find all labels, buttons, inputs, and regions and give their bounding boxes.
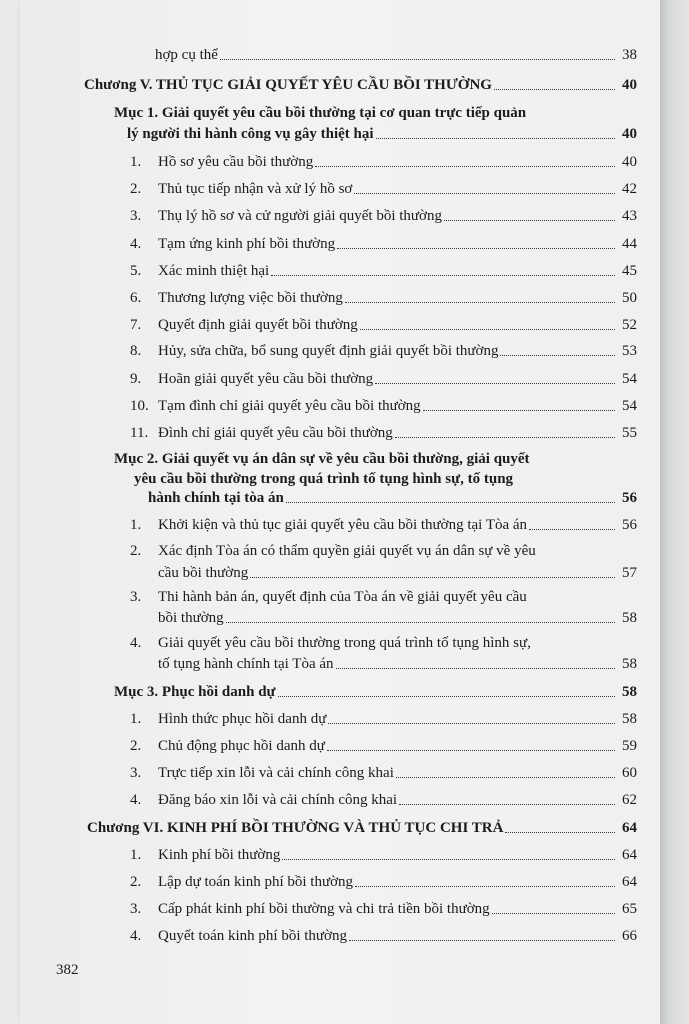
toc-entry-title: Chương VI. KINH PHÍ BỒI THƯỜNG VÀ THỦ TỤC CHI TRẢ: [87, 820, 504, 836]
dot-leader: [375, 383, 615, 384]
toc-entry-title: Kinh phí bồi thường: [158, 847, 281, 863]
toc-entry: [130, 397, 637, 415]
toc-entry-title: Quyết định giải quyết bồi thường: [158, 317, 358, 333]
toc-page-number: 54: [622, 371, 637, 387]
dot-leader: [337, 248, 615, 249]
toc-entry-title: Cấp phát kinh phí bồi thường và chi trả tiền bồi thường: [158, 901, 490, 917]
toc-entry-number: 8.: [130, 343, 142, 359]
toc-entry-number: 3.: [130, 765, 142, 781]
toc-entry: [158, 564, 637, 582]
toc-entry-title: Quyết toán kinh phí bồi thường: [158, 928, 347, 944]
toc-entry: [130, 516, 637, 534]
toc-entry: [130, 207, 637, 225]
toc-entry: [155, 46, 637, 64]
toc-entry: [130, 764, 637, 782]
toc-entry-title: Hoãn giải quyết yêu cầu bồi thường: [158, 371, 374, 387]
toc-page-number: 52: [622, 317, 637, 333]
toc-entry-title: Đăng báo xin lỗi và cải chính công khai: [158, 792, 398, 808]
toc-entry: [130, 153, 637, 171]
dot-leader: [345, 302, 615, 303]
toc-page-number: 54: [622, 398, 637, 414]
toc-entry-title: hợp cụ thể: [155, 47, 218, 63]
toc-entry-title: cầu bồi thường: [158, 565, 249, 581]
toc-entry-title: Giải quyết yêu cầu bồi thường trong quá trình tố tụng hình sự,: [158, 635, 531, 651]
toc-entry: [158, 655, 637, 673]
dot-leader: [328, 723, 615, 724]
dot-leader: [505, 832, 615, 833]
dot-leader: [494, 89, 615, 90]
toc-entry-title: Tạm đình chỉ giải quyết yêu cầu bồi thường: [158, 398, 421, 414]
dot-leader: [226, 622, 615, 623]
toc-entry-number: 3.: [130, 208, 142, 224]
toc-entry-number: 1.: [130, 154, 142, 170]
toc-page-number: 56: [622, 490, 637, 506]
toc-entry: [158, 609, 637, 627]
toc-entry-title: bồi thường: [158, 610, 224, 626]
toc-entry: [130, 900, 637, 918]
toc-entry-title: Hình thức phục hồi danh dự: [158, 711, 327, 727]
toc-entry-title: Trực tiếp xin lỗi và cải chính công khai: [158, 765, 394, 781]
toc-page-number: 57: [622, 565, 637, 581]
toc-page-number: 50: [622, 290, 637, 306]
dot-leader: [360, 329, 615, 330]
toc-entry-number: 11.: [130, 425, 149, 441]
toc-entry: [130, 316, 637, 334]
toc-entry-number: 4.: [130, 792, 142, 808]
toc-entry-title: Thụ lý hồ sơ và cử người giải quyết bồi thường: [158, 208, 442, 224]
toc-entry-title: Hồ sơ yêu cầu bồi thường: [158, 154, 314, 170]
dot-leader: [395, 437, 615, 438]
toc-entry-number: 4.: [130, 928, 142, 944]
dot-leader: [315, 166, 615, 167]
toc-page-number: 38: [622, 47, 637, 63]
toc-entry-number: 7.: [130, 317, 142, 333]
page-folio-number: 382: [56, 962, 79, 978]
toc-page-number: 43: [622, 208, 637, 224]
dot-leader: [271, 275, 615, 276]
toc-entry-title: Mục 3. Phục hồi danh dự: [114, 684, 276, 700]
toc-chapter-entry: [87, 819, 637, 837]
dot-leader: [423, 410, 615, 411]
toc-entry: [130, 927, 637, 945]
toc-entry-number: 9.: [130, 371, 142, 387]
toc-page-number: 55: [622, 425, 637, 441]
dot-leader: [376, 138, 615, 139]
toc-section-title-line: Mục 1. Giải quyết yêu cầu bồi thường tại cơ quan trực tiếp quản: [114, 105, 527, 121]
toc-section-title-line: Mục 2. Giải quyết vụ án dân sự về yêu cầu bồi thường, giải quyết: [114, 451, 530, 467]
toc-entry-title: Chương V. THỦ TỤC GIẢI QUYẾT YÊU CẦU BỒI THƯỜNG: [84, 77, 492, 93]
dot-leader: [286, 502, 615, 503]
toc-entry-title: Tạm ứng kinh phí bồi thường: [158, 236, 336, 252]
toc-entry-title: Hủy, sửa chữa, bổ sung quyết định giải quyết bồi thường: [158, 343, 499, 359]
toc-page-number: 58: [622, 711, 637, 727]
toc-entry-number: 3.: [130, 901, 142, 917]
toc-entry: [130, 235, 637, 253]
toc-page-number: 40: [622, 77, 637, 93]
toc-entry-title: Lập dự toán kinh phí bồi thường: [158, 874, 354, 890]
toc-entry-number: 1.: [130, 517, 142, 533]
toc-entry-number: 2.: [130, 181, 142, 197]
toc-page-number: 66: [622, 928, 637, 944]
toc-section-title-line: yêu cầu bồi thường trong quá trình tố tụng hình sự, tố tụng: [134, 471, 514, 487]
toc-page-number: 59: [622, 738, 637, 754]
dot-leader: [336, 668, 615, 669]
toc-entry-number: 2.: [130, 543, 142, 559]
toc-page-number: 44: [622, 236, 637, 252]
toc-entry-number: 1.: [130, 711, 142, 727]
toc-entry-number: 5.: [130, 263, 142, 279]
toc-entry-title: Khởi kiện và thủ tục giải quyết yêu cầu bồi thường tại Tòa án: [158, 517, 528, 533]
toc-page-number: 40: [622, 126, 637, 142]
toc-entry-number: 4.: [130, 236, 142, 252]
toc-entry-number: 4.: [130, 635, 142, 651]
toc-page-number: 45: [622, 263, 637, 279]
toc-entry: [130, 710, 637, 728]
toc-entry: [130, 873, 637, 891]
dot-leader: [220, 59, 615, 60]
toc-entry-number: 2.: [130, 738, 142, 754]
dot-leader: [250, 577, 615, 578]
toc-page-number: 64: [622, 820, 637, 836]
toc-page-number: 40: [622, 154, 637, 170]
toc-entry-title: Thủ tục tiếp nhận và xử lý hồ sơ: [158, 181, 353, 197]
dot-leader: [529, 529, 615, 530]
toc-entry-title: Đình chỉ giải quyết yêu cầu bồi thường: [158, 425, 393, 441]
toc-page-number: 60: [622, 765, 637, 781]
toc-entry: [130, 180, 637, 198]
toc-entry-title: lý người thi hành công vụ gây thiệt hại: [127, 126, 374, 142]
toc-page-number: 53: [622, 343, 637, 359]
toc-entry-first-line: [130, 588, 637, 606]
toc-entry-title: Xác minh thiệt hại: [158, 263, 270, 279]
toc-entry-number: 2.: [130, 874, 142, 890]
toc-section-entry: [114, 683, 637, 701]
dot-leader: [282, 859, 615, 860]
toc-page-number: 56: [622, 517, 637, 533]
toc-page-number: 58: [622, 610, 637, 626]
dot-leader: [327, 750, 615, 751]
toc-entry: [130, 424, 637, 442]
toc-entry: [130, 370, 637, 388]
toc-page-number: 58: [622, 684, 637, 700]
toc-page-number: 58: [622, 656, 637, 672]
dot-leader: [399, 804, 615, 805]
toc-page-number: 64: [622, 847, 637, 863]
toc-entry-title: Thương lượng việc bồi thường: [158, 290, 343, 306]
dot-leader: [500, 355, 615, 356]
toc-entry-title: Xác định Tòa án có thẩm quyền giải quyết vụ án dân sự về yêu: [158, 543, 536, 559]
dot-leader: [355, 886, 615, 887]
dot-leader: [354, 193, 615, 194]
toc-entry-title: hành chính tại tòa án: [148, 490, 284, 506]
toc-entry-first-line: [130, 634, 637, 652]
dot-leader: [492, 913, 615, 914]
toc-page-number: 64: [622, 874, 637, 890]
toc-entry-number: 3.: [130, 589, 142, 605]
toc-entry: [130, 262, 637, 280]
toc-entry: [130, 289, 637, 307]
toc-page-number: 65: [622, 901, 637, 917]
page-edge-shadow: [660, 0, 689, 1024]
toc-entry-title: Chủ động phục hồi danh dự: [158, 738, 325, 754]
toc-entry-title: tố tụng hành chính tại Tòa án: [158, 656, 334, 672]
toc-entry: [130, 846, 637, 864]
toc-entry: [130, 342, 637, 360]
dot-leader: [278, 696, 615, 697]
toc-entry-title: Thi hành bản án, quyết định của Tòa án về giải quyết yêu cầu: [158, 589, 527, 605]
toc-section-entry: [148, 489, 637, 507]
toc-entry-first-line: [130, 542, 637, 560]
toc-section-entry: [127, 125, 637, 143]
dot-leader: [444, 220, 615, 221]
toc-entry-number: 6.: [130, 290, 142, 306]
toc-chapter-entry: [84, 76, 637, 94]
toc-entry-number: 1.: [130, 847, 142, 863]
toc-entry: [130, 737, 637, 755]
toc-page-number: 62: [622, 792, 637, 808]
dot-leader: [396, 777, 615, 778]
toc-entry: [130, 791, 637, 809]
toc-entry-number: 10.: [130, 398, 149, 414]
dot-leader: [349, 940, 615, 941]
toc-page-number: 42: [622, 181, 637, 197]
